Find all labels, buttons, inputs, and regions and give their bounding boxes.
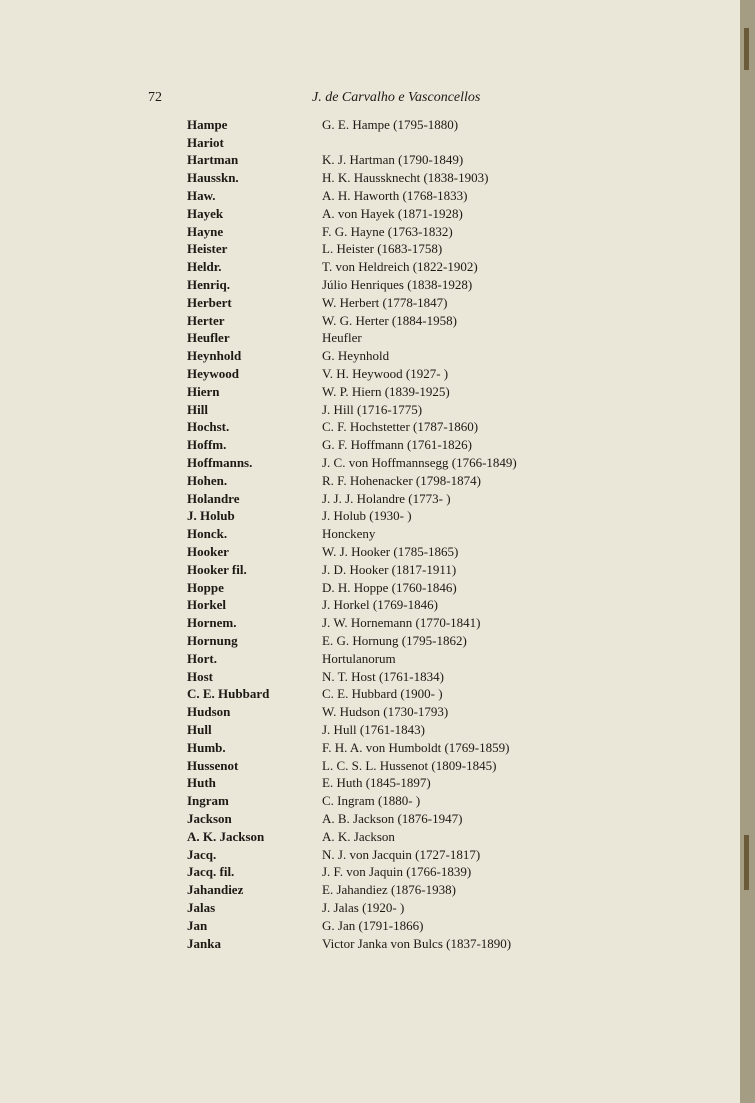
author-full-name: W. J. Hooker (1785-1865) (322, 544, 459, 560)
author-full-name: A. von Hayek (1871-1928) (322, 205, 463, 221)
author-full-name: Victor Janka von Bulcs (1837-1890) (322, 935, 512, 951)
author-abbreviation: Hoffm. (187, 437, 227, 453)
author-abbreviation: Hooker (187, 544, 229, 560)
entry-row (187, 863, 607, 881)
author-full-name: H. K. Haussknecht (1838-1903) (322, 170, 489, 186)
author-abbreviation: Hill (187, 401, 208, 417)
entry-row (187, 205, 607, 223)
author-full-name: G. Heynhold (322, 348, 390, 364)
entry-row (187, 116, 607, 134)
entry-row (187, 419, 607, 437)
author-full-name: J. Horkel (1769-1846) (322, 597, 438, 613)
page-number: 72 (148, 90, 162, 105)
entry-row (187, 543, 607, 561)
author-abbreviation: Hayne (187, 223, 224, 239)
entry-row (187, 187, 607, 205)
page-edge-mark (744, 835, 749, 890)
entry-row (187, 312, 607, 330)
author-full-name: N. T. Host (1761-1834) (322, 668, 444, 684)
author-abbreviation: Hussenot (187, 757, 239, 773)
author-abbreviation: A. K. Jackson (187, 828, 265, 844)
author-full-name: F. G. Hayne (1763-1832) (322, 223, 453, 239)
entry-row (187, 454, 607, 472)
entry-row (187, 436, 607, 454)
entry-row (187, 561, 607, 579)
author-full-name: F. H. A. von Humboldt (1769-1859) (322, 739, 510, 755)
entry-row (187, 508, 607, 526)
author-abbreviation: Haw. (187, 188, 216, 204)
author-full-name: J. D. Hooker (1817-1911) (322, 561, 457, 577)
author-full-name: W. P. Hiern (1839-1925) (322, 383, 450, 399)
author-full-name: W. G. Herter (1884-1958) (322, 312, 457, 328)
entry-row (187, 721, 607, 739)
entry-row (187, 347, 607, 365)
author-abbreviation: Ingram (187, 793, 229, 809)
entry-row (187, 365, 607, 383)
entry-row (187, 632, 607, 650)
entry-row (187, 668, 607, 686)
author-abbreviation: Hoffmanns. (187, 455, 253, 471)
author-abbreviation: Hudson (187, 704, 231, 720)
author-abbreviation: Herbert (187, 294, 232, 310)
author-abbreviation: Jan (187, 917, 208, 933)
entry-row (187, 650, 607, 668)
entry-row (187, 774, 607, 792)
author-full-name: Honckeny (322, 526, 376, 542)
entry-row (187, 401, 607, 419)
author-full-name: K. J. Hartman (1790-1849) (322, 152, 464, 168)
author-full-name: C. F. Hochstetter (1787-1860) (322, 419, 479, 435)
running-head: J. de Carvalho e Vasconcellos (312, 90, 481, 105)
author-full-name: J. C. von Hoffmannsegg (1766-1849) (322, 455, 517, 471)
entry-row (187, 614, 607, 632)
entry-row (187, 757, 607, 775)
entry-row (187, 846, 607, 864)
author-full-name: Hortulanorum (322, 650, 396, 666)
author-abbreviation: Huth (187, 775, 216, 791)
entry-row (187, 472, 607, 490)
author-full-name: G. E. Hampe (1795-1880) (322, 116, 459, 132)
author-abbreviation: Host (187, 668, 213, 684)
author-abbreviation: Hoppe (187, 579, 224, 595)
author-full-name: A. H. Haworth (1768-1833) (322, 188, 468, 204)
author-full-name: R. F. Hohenacker (1798-1874) (322, 472, 481, 488)
author-full-name: G. Jan (1791-1866) (322, 917, 424, 933)
author-full-name: C. Ingram (1880- ) (322, 793, 421, 809)
entry-row (187, 169, 607, 187)
author-abbreviation: Henriq. (187, 277, 230, 293)
author-full-name: L. Heister (1683-1758) (322, 241, 443, 257)
author-abbreviation: Hort. (187, 650, 217, 666)
author-full-name: Júlio Henriques (1838-1928) (322, 277, 473, 293)
entry-row (187, 828, 607, 846)
author-full-name: A. K. Jackson (322, 828, 395, 844)
author-abbreviation: Hohen. (187, 472, 228, 488)
author-abbreviation: Hausskn. (187, 170, 239, 186)
entry-row (187, 810, 607, 828)
author-full-name: W. Herbert (1778-1847) (322, 294, 448, 310)
page-edge-shadow (740, 0, 755, 1103)
author-full-name: E. G. Hornung (1795-1862) (322, 633, 467, 648)
author-full-name: J. J. J. Holandre (1773- ) (322, 490, 451, 506)
author-abbreviation: Holandre (187, 490, 240, 506)
author-abbreviation: Hayek (187, 205, 224, 221)
author-full-name: E. Huth (1845-1897) (322, 775, 431, 791)
entry-row (187, 294, 607, 312)
author-abbreviation: Jacq. fil. (187, 864, 235, 880)
author-abbreviation: Hampe (187, 116, 228, 132)
author-abbreviation: Heufler (187, 330, 230, 346)
entry-row (187, 703, 607, 721)
author-abbreviation: Jacq. (187, 846, 217, 862)
author-abbreviation: Hornung (187, 633, 238, 648)
entry-row (187, 525, 607, 543)
author-abbreviation: Janka (187, 935, 221, 951)
entry-row (187, 223, 607, 241)
entry-row (187, 241, 607, 259)
author-full-name: N. J. von Jacquin (1727-1817) (322, 846, 481, 862)
author-full-name: V. H. Heywood (1927- ) (322, 366, 449, 382)
author-abbreviation: Herter (187, 312, 225, 328)
author-full-name: A. B. Jackson (1876-1947) (322, 810, 463, 826)
entry-row (187, 134, 607, 152)
entry-row (187, 935, 607, 953)
author-full-name: W. Hudson (1730-1793) (322, 704, 449, 720)
author-full-name: J. Hull (1761-1843) (322, 721, 425, 737)
author-abbreviation: Hooker fil. (187, 561, 247, 577)
entry-row (187, 899, 607, 917)
entry-row (187, 597, 607, 615)
entry-row (187, 686, 607, 704)
author-abbreviation: Humb. (187, 739, 226, 755)
page-edge-mark (744, 28, 749, 70)
author-abbreviation: Hornem. (187, 615, 237, 631)
entry-row (187, 330, 607, 348)
author-abbreviation: Hiern (187, 383, 220, 399)
author-full-name: E. Jahandiez (1876-1938) (322, 882, 456, 898)
entry-row (187, 792, 607, 810)
entry-row (187, 579, 607, 597)
author-abbreviation: Jahandiez (187, 882, 244, 898)
author-full-name: T. von Heldreich (1822-1902) (322, 259, 478, 275)
author-full-name: J. Hill (1716-1775) (322, 401, 423, 417)
author-full-name: C. E. Hubbard (1900- ) (322, 686, 443, 702)
author-abbreviation: Hariot (187, 134, 224, 150)
author-abbreviation: Heywood (187, 366, 239, 382)
abbreviation-list (187, 116, 607, 952)
author-abbreviation: Hull (187, 721, 212, 737)
author-full-name: D. H. Hoppe (1760-1846) (322, 579, 457, 595)
author-full-name: J. F. von Jaquin (1766-1839) (322, 864, 472, 880)
entry-row (187, 276, 607, 294)
author-full-name: J. Jalas (1920- ) (322, 899, 405, 915)
author-abbreviation: Jackson (187, 810, 232, 826)
author-abbreviation: C. E. Hubbard (187, 686, 270, 702)
entry-row (187, 490, 607, 508)
entry-row (187, 739, 607, 757)
entry-row (187, 383, 607, 401)
author-abbreviation: J. Holub (187, 508, 235, 524)
author-abbreviation: Hartman (187, 152, 239, 168)
author-abbreviation: Heynhold (187, 348, 242, 364)
author-abbreviation: Heldr. (187, 259, 222, 275)
entry-row (187, 152, 607, 170)
author-abbreviation: Honck. (187, 526, 228, 542)
author-full-name: G. F. Hoffmann (1761-1826) (322, 437, 473, 453)
entry-row (187, 881, 607, 899)
entry-row (187, 258, 607, 276)
author-abbreviation: Hochst. (187, 419, 230, 435)
author-abbreviation: Jalas (187, 899, 216, 915)
author-full-name: J. W. Hornemann (1770-1841) (322, 615, 481, 631)
author-full-name: Heufler (322, 330, 362, 346)
author-abbreviation: Horkel (187, 597, 226, 613)
author-full-name: L. C. S. L. Hussenot (1809-1845) (322, 757, 497, 773)
entry-row (187, 917, 607, 935)
author-full-name: J. Holub (1930- ) (322, 508, 412, 524)
author-abbreviation: Heister (187, 241, 228, 257)
